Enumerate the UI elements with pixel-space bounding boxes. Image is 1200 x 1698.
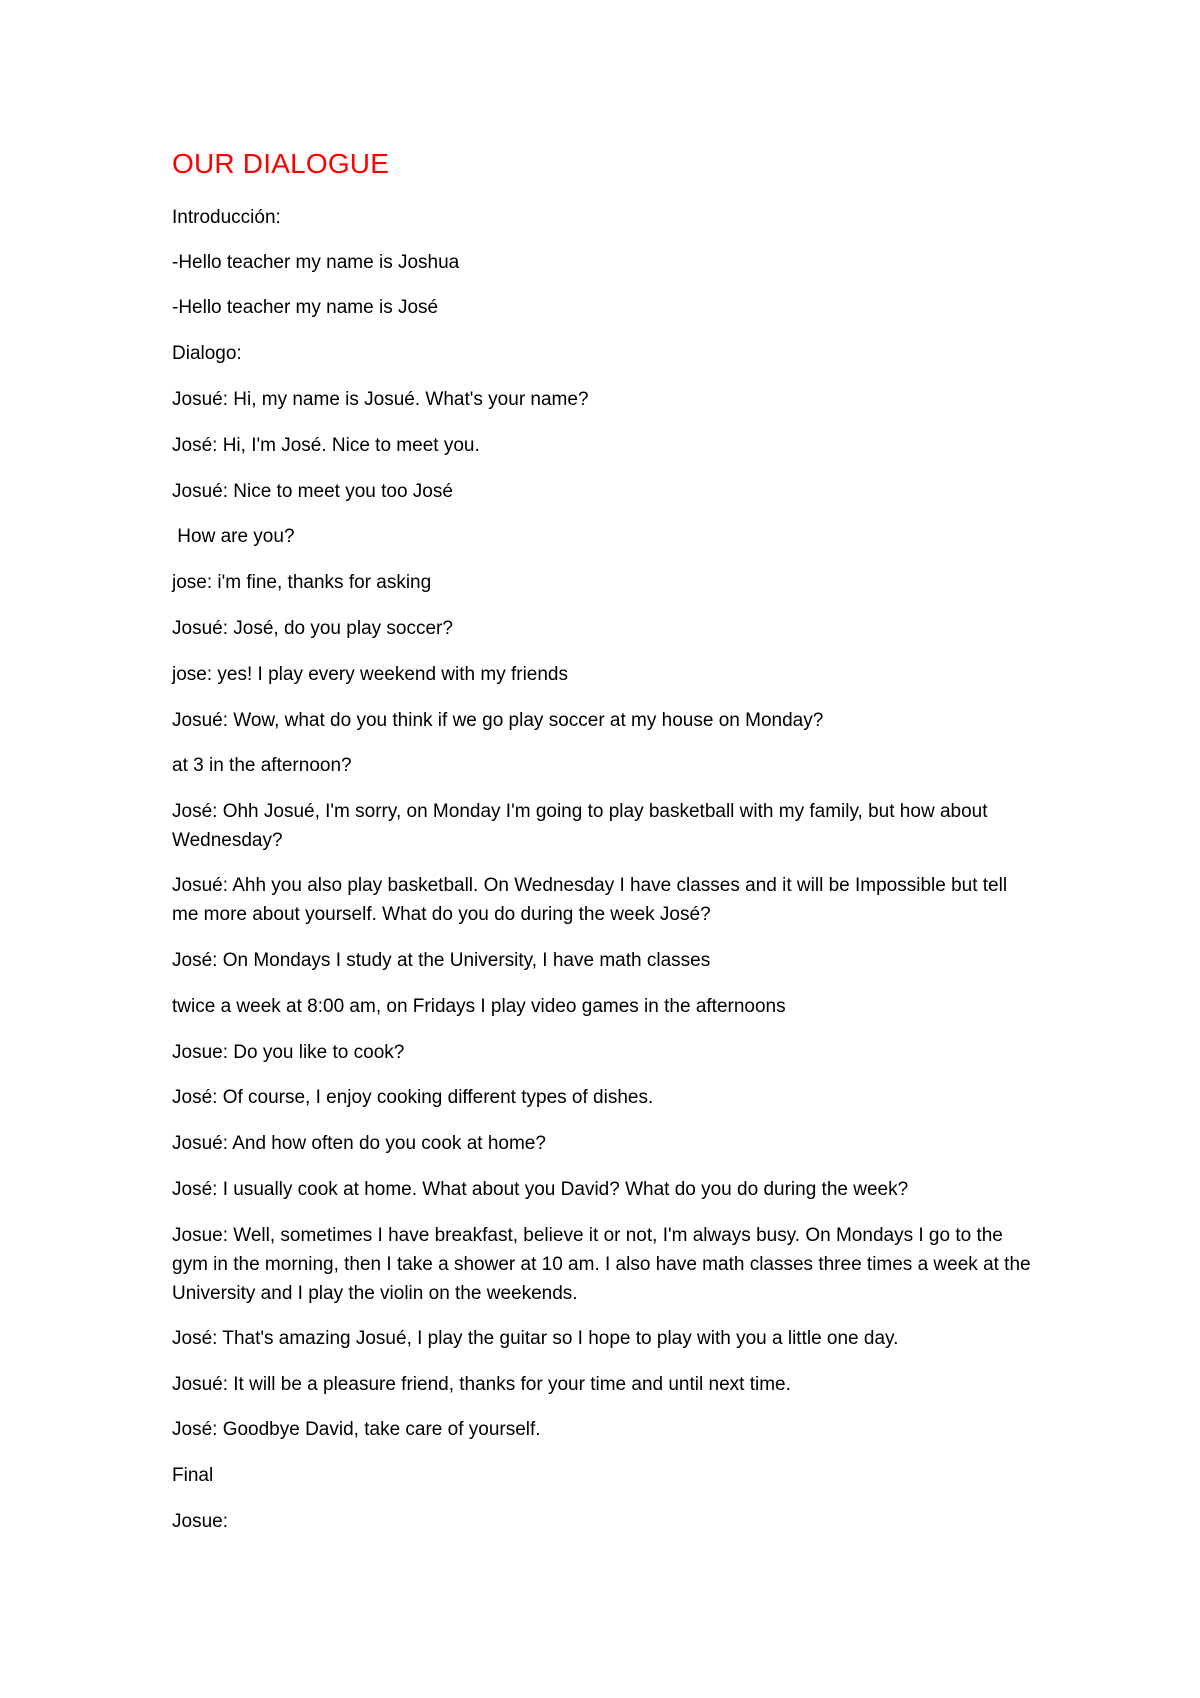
text-line: Josué: Nice to meet you too José	[172, 481, 453, 502]
text-line: jose: i'm fine, thanks for asking	[172, 572, 432, 593]
text-line: José: Hi, I'm José. Nice to meet you.	[172, 435, 480, 456]
text-line: twice a week at 8:00 am, on Fridays I play video games in the afternoons	[172, 996, 786, 1017]
text-line: Josué: It will be a pleasure friend, thanks for your time and until next time.	[172, 1374, 791, 1395]
text-line: How are you?	[172, 526, 295, 547]
text-line: Josué: Hi, my name is Josué. What's your name?	[172, 389, 589, 410]
document-title: OUR DIALOGUE	[172, 148, 390, 179]
text-line: Josué: José, do you play soccer?	[172, 618, 453, 639]
text-line: Josue:	[172, 1511, 228, 1532]
text-line: Dialogo:	[172, 343, 242, 364]
text-line: Introducción:	[172, 207, 281, 228]
text-line: José: Goodbye David, take care of yourself.	[172, 1419, 541, 1440]
text-paragraph: José: Ohh Josué, I'm sorry, on Monday I'm going to play basketball with my family, but how about Wednesday?	[172, 801, 988, 851]
text-line: José: Of course, I enjoy cooking different types of dishes.	[172, 1087, 654, 1108]
text-line: -Hello teacher my name is José	[172, 297, 439, 318]
text-line: at 3 in the afternoon?	[172, 755, 352, 776]
text-paragraph: Josué: Ahh you also play basketball. On Wednesday I have classes and it will be Impossible but tell me more about yourself. What do you do during the week José?	[172, 875, 1008, 925]
text-line: Final	[172, 1465, 214, 1486]
text-line: -Hello teacher my name is Joshua	[172, 252, 460, 273]
text-line: José: On Mondays I study at the University, I have math classes	[172, 950, 711, 971]
text-paragraph: Josue: Well, sometimes I have breakfast, believe it or not, I'm always busy. On Mondays I go to the gym in the morning, then I take a shower at 10 am. I also have math classes three times a week at the University and I play the violin on the weekends.	[172, 1225, 1031, 1304]
text-line: José: That's amazing Josué, I play the guitar so I hope to play with you a little one day.	[172, 1328, 899, 1349]
text-line: Josue: Do you like to cook?	[172, 1042, 405, 1063]
text-line: jose: yes! I play every weekend with my friends	[172, 664, 569, 685]
text-line: Josué: And how often do you cook at home?	[172, 1133, 546, 1154]
text-line: José: I usually cook at home. What about you David? What do you do during the week?	[172, 1179, 909, 1200]
text-line: Josué: Wow, what do you think if we go play soccer at my house on Monday?	[172, 710, 824, 731]
